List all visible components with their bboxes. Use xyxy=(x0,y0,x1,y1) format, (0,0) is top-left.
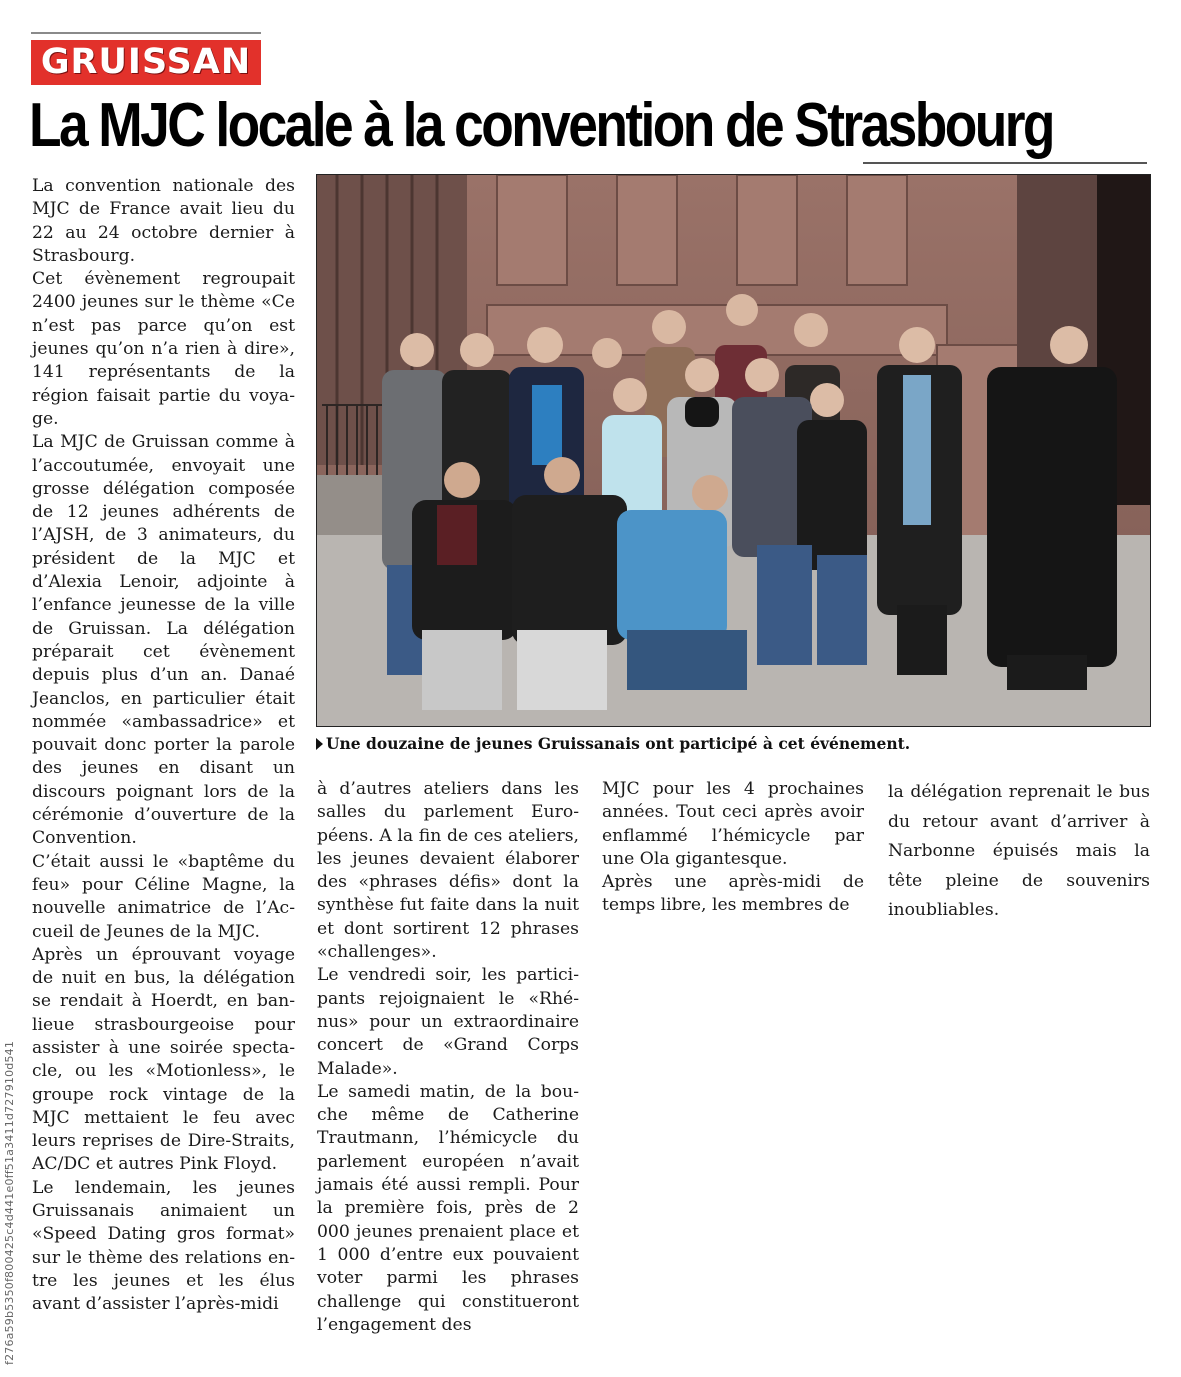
headline-underline xyxy=(863,162,1147,164)
article-column-2 xyxy=(317,778,579,1337)
caption-text: Une douzaine de jeunes Gruissanais ont participé à cet événement. xyxy=(326,734,911,753)
paragraph: Cet évènement regroupait 2400 jeunes sur le thème «Ce n’est pas parce qu’on est jeunes qu’on n’a rien à dire», 141 représentants de la région faisait partie du voyage. xyxy=(32,269,295,429)
article-column-3 xyxy=(602,778,864,918)
group-photo-illustration xyxy=(317,175,1150,726)
kicker-rule xyxy=(31,32,261,34)
paragraph: C’était aussi le «baptême du feu» pour Céline Magne, la nouvelle animatrice de l’Accueil de Jeunes de la MJC. xyxy=(32,851,295,942)
article-column-4 xyxy=(888,778,1150,926)
paragraph: Le vendredi soir, les participants rejoignaient le «Rhénus» pour un extraordinaire concert de «Grand Corps Malade». xyxy=(317,965,579,1079)
paragraph: Après une après-midi de temps libre, les membres de xyxy=(602,872,864,916)
section-kicker: GRUISSAN xyxy=(31,40,261,85)
group-photo xyxy=(316,174,1151,727)
paragraph: Le samedi matin, de la bouche même de Catherine Trautmann, l’hémicycle du parlement européen n’avait jamais été aussi rempli. Pour la première fois, près de 2 000 jeunes prenaient place et 1 000 d’entre eux pouvaient voter parmi les phrases challenge qui constitueront l’engagement des xyxy=(317,1081,579,1335)
photo-caption xyxy=(316,734,1149,753)
paragraph: La convention nationale des MJC de France avait lieu du 22 au 24 octobre dernier à Strasbourg. xyxy=(32,176,295,266)
headline: La MJC locale à la convention de Strasbourg xyxy=(29,91,1053,160)
paragraph: la délégation reprenait le bus du retour avant d’arriver à Narbonne épuisés mais la tête pleine de souvenirs inoubliables. xyxy=(888,782,1150,920)
paragraph: à d’autres ateliers dans les salles du parlement Européens. A la fin de ces ateliers, les jeunes devaient élaborer des «phrases défis» dont la synthèse fut faite dans la nuit et dont sortirent 12 phrases «challenges». xyxy=(317,779,579,963)
person-black-coat xyxy=(987,367,1117,667)
caption-arrow-icon xyxy=(316,738,323,750)
document-hash: f276a59b5350f800425c4d441e0ff51a3411d727910d541 xyxy=(3,1040,16,1365)
paragraph: Après un éprouvant voyage de nuit en bus, la délégation se rendait à Hoerdt, en banlieue strasbourgeoise pour assister à une soirée spectacle, ou les «Motionless», le groupe rock vintage de la MJC mettaient le feu avec leurs reprises de Dire-Straits, AC/DC et autres Pink Floyd. xyxy=(32,944,295,1175)
paragraph: Le lendemain, les jeunes Gruissanais animaient un «Speed Dating gros format» sur le thème des relations entre les jeunes et les élus avant d’assister l’après-midi xyxy=(32,1177,295,1315)
paragraph: MJC pour les 4 prochaines années. Tout ceci après avoir enflammé l’hémicycle par une Ola gigantesque. xyxy=(602,779,864,869)
paragraph: La MJC de Gruissan comme à l’accoutumée, envoyait une grosse délégation composée de 12 jeunes adhérents de l’AJSH, de 3 animateurs, du président de la MJC et d’Alexia Lenoir, adjointe à l’enfance jeunesse de la ville de Gruissan. La délégation préparait cet évènement depuis plus d’un an. Danaé Jeanclos, en particulier était nommée «ambassadrice» et pouvait donc porter la parole des jeunes en disant un discours poignant lors de la cérémonie d’ouverture de la Convention. xyxy=(32,432,295,849)
article-column-1 xyxy=(32,175,295,1317)
